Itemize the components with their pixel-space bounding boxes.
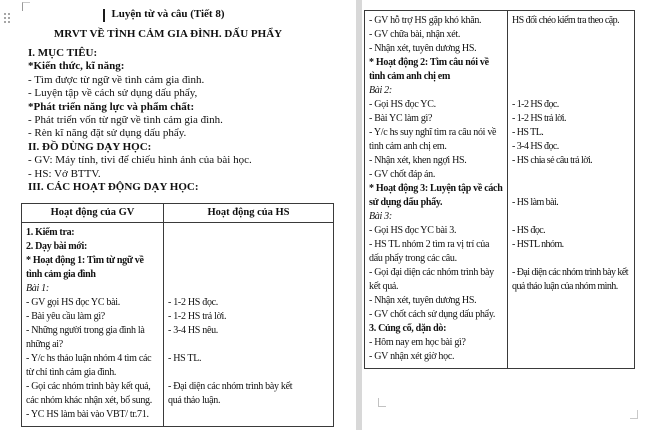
text-line (168, 338, 332, 352)
text-line: quả thảo luận của nhóm mình. (512, 281, 618, 292)
text-line: - GV nhận xét giờ học. (369, 351, 455, 362)
text-line (168, 408, 332, 422)
text-line (168, 366, 332, 380)
text-line: - GV: Máy tính, tivi để chiếu hình ảnh của bài học. (28, 154, 252, 167)
text-line: * Hoạt động 1: Tìm từ ngữ về (26, 255, 144, 266)
text-line: - GV chữa bài, nhận xét. (369, 29, 461, 40)
text-line: tình cảm anh chị em (369, 71, 450, 82)
text-line: - 1-2 HS đọc. (168, 297, 218, 308)
text-line (168, 268, 332, 282)
drag-handle-icon[interactable] (4, 13, 13, 27)
activities-table-page2[interactable] (364, 10, 635, 369)
margin-corner-mark (630, 410, 638, 419)
text-line: - Tìm được từ ngữ về tình cảm gia đình. (28, 73, 205, 86)
text-line: *Phát triển năng lực và phẩm chất: (28, 100, 195, 113)
text-line: - GV gọi HS đọc YC bài. (26, 297, 120, 308)
text-line: - HS làm bài. (512, 197, 559, 208)
text-line: - Y/c hs thảo luận nhóm 4 tìm các (26, 353, 152, 364)
text-line: - Nhận xét, tuyên dương HS. (369, 295, 477, 306)
text-line: - Gọi các nhóm trình bày kết quả, (26, 381, 151, 392)
text-line: sử dụng dấu phẩy. (369, 197, 443, 208)
text-line (512, 308, 633, 322)
text-line: quả thảo luận. (168, 395, 221, 406)
text-line: Bài 1: (26, 283, 49, 294)
text-line (512, 210, 633, 224)
text-line: - Rèn kĩ năng đặt sử dụng dấu phẩy. (28, 127, 187, 140)
table-header-row (22, 204, 333, 223)
text-line: *Kiến thức, kĩ năng: (28, 60, 125, 73)
col-header-gv: Hoạt động của GV (50, 207, 135, 218)
lesson-title: Luyện từ và câu (Tiết 8) (111, 8, 225, 20)
text-line: - HS TL nhóm 2 tìm ra vị trí của (369, 239, 490, 250)
lesson-plan-header[interactable] (28, 7, 308, 194)
text-line: - HS TL. (512, 127, 544, 138)
text-line: tình cảm anh chị em. (369, 141, 447, 152)
text-line (512, 294, 633, 308)
text-line: - Gọi HS đọc YC bài 3. (369, 225, 457, 236)
text-line (512, 28, 633, 42)
text-line: 1. Kiểm tra: (26, 227, 75, 238)
text-line: - Những người trong gia đình là (26, 325, 145, 336)
text-line: - HS TL. (168, 353, 202, 364)
text-line: - Luyện tập về cách sử dụng dấu phẩy, (28, 87, 198, 100)
text-line (512, 322, 633, 336)
text-line: - HSTL nhóm. (512, 239, 564, 250)
text-line: II. ĐỒ DÙNG DẠY HỌC: (28, 140, 152, 153)
text-line: 3. Củng cố, dặn dò: (369, 323, 447, 334)
gv-activities-cell-p1[interactable] (22, 223, 163, 426)
text-line: - HS đọc. (512, 225, 546, 236)
text-line (168, 240, 332, 254)
text-line (512, 182, 633, 196)
lesson-subtitle: MRVT VỀ TÌNH CẢM GIA ĐÌNH. DẤU PHẨY (53, 28, 283, 40)
text-line (512, 42, 633, 56)
text-line: những ai? (26, 339, 63, 350)
text-line: I. MỤC TIÊU: (28, 47, 98, 59)
page-2[interactable] (362, 0, 650, 430)
text-line: - Y/c hs suy nghĩ tìm ra câu nói về (369, 127, 497, 138)
text-line: - Nhận xét, khen ngợi HS. (369, 155, 467, 166)
text-line: - HS: Vở BTTV. (28, 167, 101, 180)
text-line: tình cảm gia đình (26, 269, 96, 280)
gv-activities-cell-p2[interactable] (365, 11, 507, 368)
text-line: - 3-4 HS đọc. (512, 141, 559, 152)
text-line: - 1-2 HS trả lời. (168, 311, 227, 322)
text-line (168, 254, 332, 268)
text-line: - 1-2 HS trả lời. (512, 113, 566, 124)
text-line: - Đại diện các nhóm trình bày kết (512, 267, 628, 278)
text-line: Bài 3: (369, 211, 392, 222)
margin-corner-mark (378, 398, 386, 407)
hs-activities-cell-p1[interactable] (163, 223, 333, 426)
text-line: HS đổi chéo kiểm tra theo cặp. (512, 15, 620, 26)
col-header-hs: Hoạt động của HS (163, 204, 333, 222)
text-line: - HS chia sẻ câu trả lời. (512, 155, 593, 166)
text-line: * Hoạt động 3: Luyện tập về cách (369, 183, 503, 194)
text-line: - YC HS làm bài vào VBT/ tr.71. (26, 409, 149, 420)
text-line: - 3-4 HS nêu. (168, 325, 218, 336)
text-line (512, 336, 633, 350)
hs-activities-cell-p2[interactable] (507, 11, 634, 368)
text-line: Bài 2: (369, 85, 392, 96)
text-line: - GV chốt cách sử dụng dấu phẩy. (369, 309, 496, 320)
text-line: - GV chốt đáp án. (369, 169, 436, 180)
text-line: - 1-2 HS đọc. (512, 99, 559, 110)
text-line: 2. Dạy bài mới: (26, 241, 88, 252)
text-line: - Nhận xét, tuyên dương HS. (369, 43, 477, 54)
text-line (512, 56, 633, 70)
text-line: từ chỉ tình cảm gia đình. (26, 367, 117, 378)
activities-table-page1[interactable] (21, 203, 334, 427)
text-line: - Phát triển vốn từ ngữ về tình cảm gia đình. (28, 114, 223, 127)
text-line: - GV hỗ trợ HS gặp khó khăn. (369, 15, 482, 26)
text-line: * Hoạt động 2: Tìm câu nói về (369, 57, 489, 68)
text-line: - Hôm nay em học bài gì? (369, 337, 466, 348)
text-line: kết quả. (369, 281, 399, 292)
text-line: - Đại diện các nhóm trình bày kết (168, 381, 293, 392)
text-line (512, 350, 633, 364)
text-line: - Gọi HS đọc YC. (369, 99, 436, 110)
text-line: các nhóm khác nhận xét, bổ sung. (26, 395, 152, 406)
text-line: - Bài YC làm gì? (369, 113, 433, 124)
text-line: - Bài yêu cầu làm gì? (26, 311, 105, 322)
objectives-section (28, 47, 308, 194)
text-line (512, 252, 633, 266)
text-line (512, 70, 633, 84)
text-line (168, 226, 332, 240)
text-line (512, 168, 633, 182)
text-line: - Gọi đại diện các nhóm trình bày (369, 267, 494, 278)
text-line: dấu phẩy trong các câu. (369, 253, 457, 264)
text-line (168, 282, 332, 296)
text-line: III. CÁC HOẠT ĐỘNG DẠY HỌC: (28, 181, 199, 194)
text-line (512, 84, 633, 98)
